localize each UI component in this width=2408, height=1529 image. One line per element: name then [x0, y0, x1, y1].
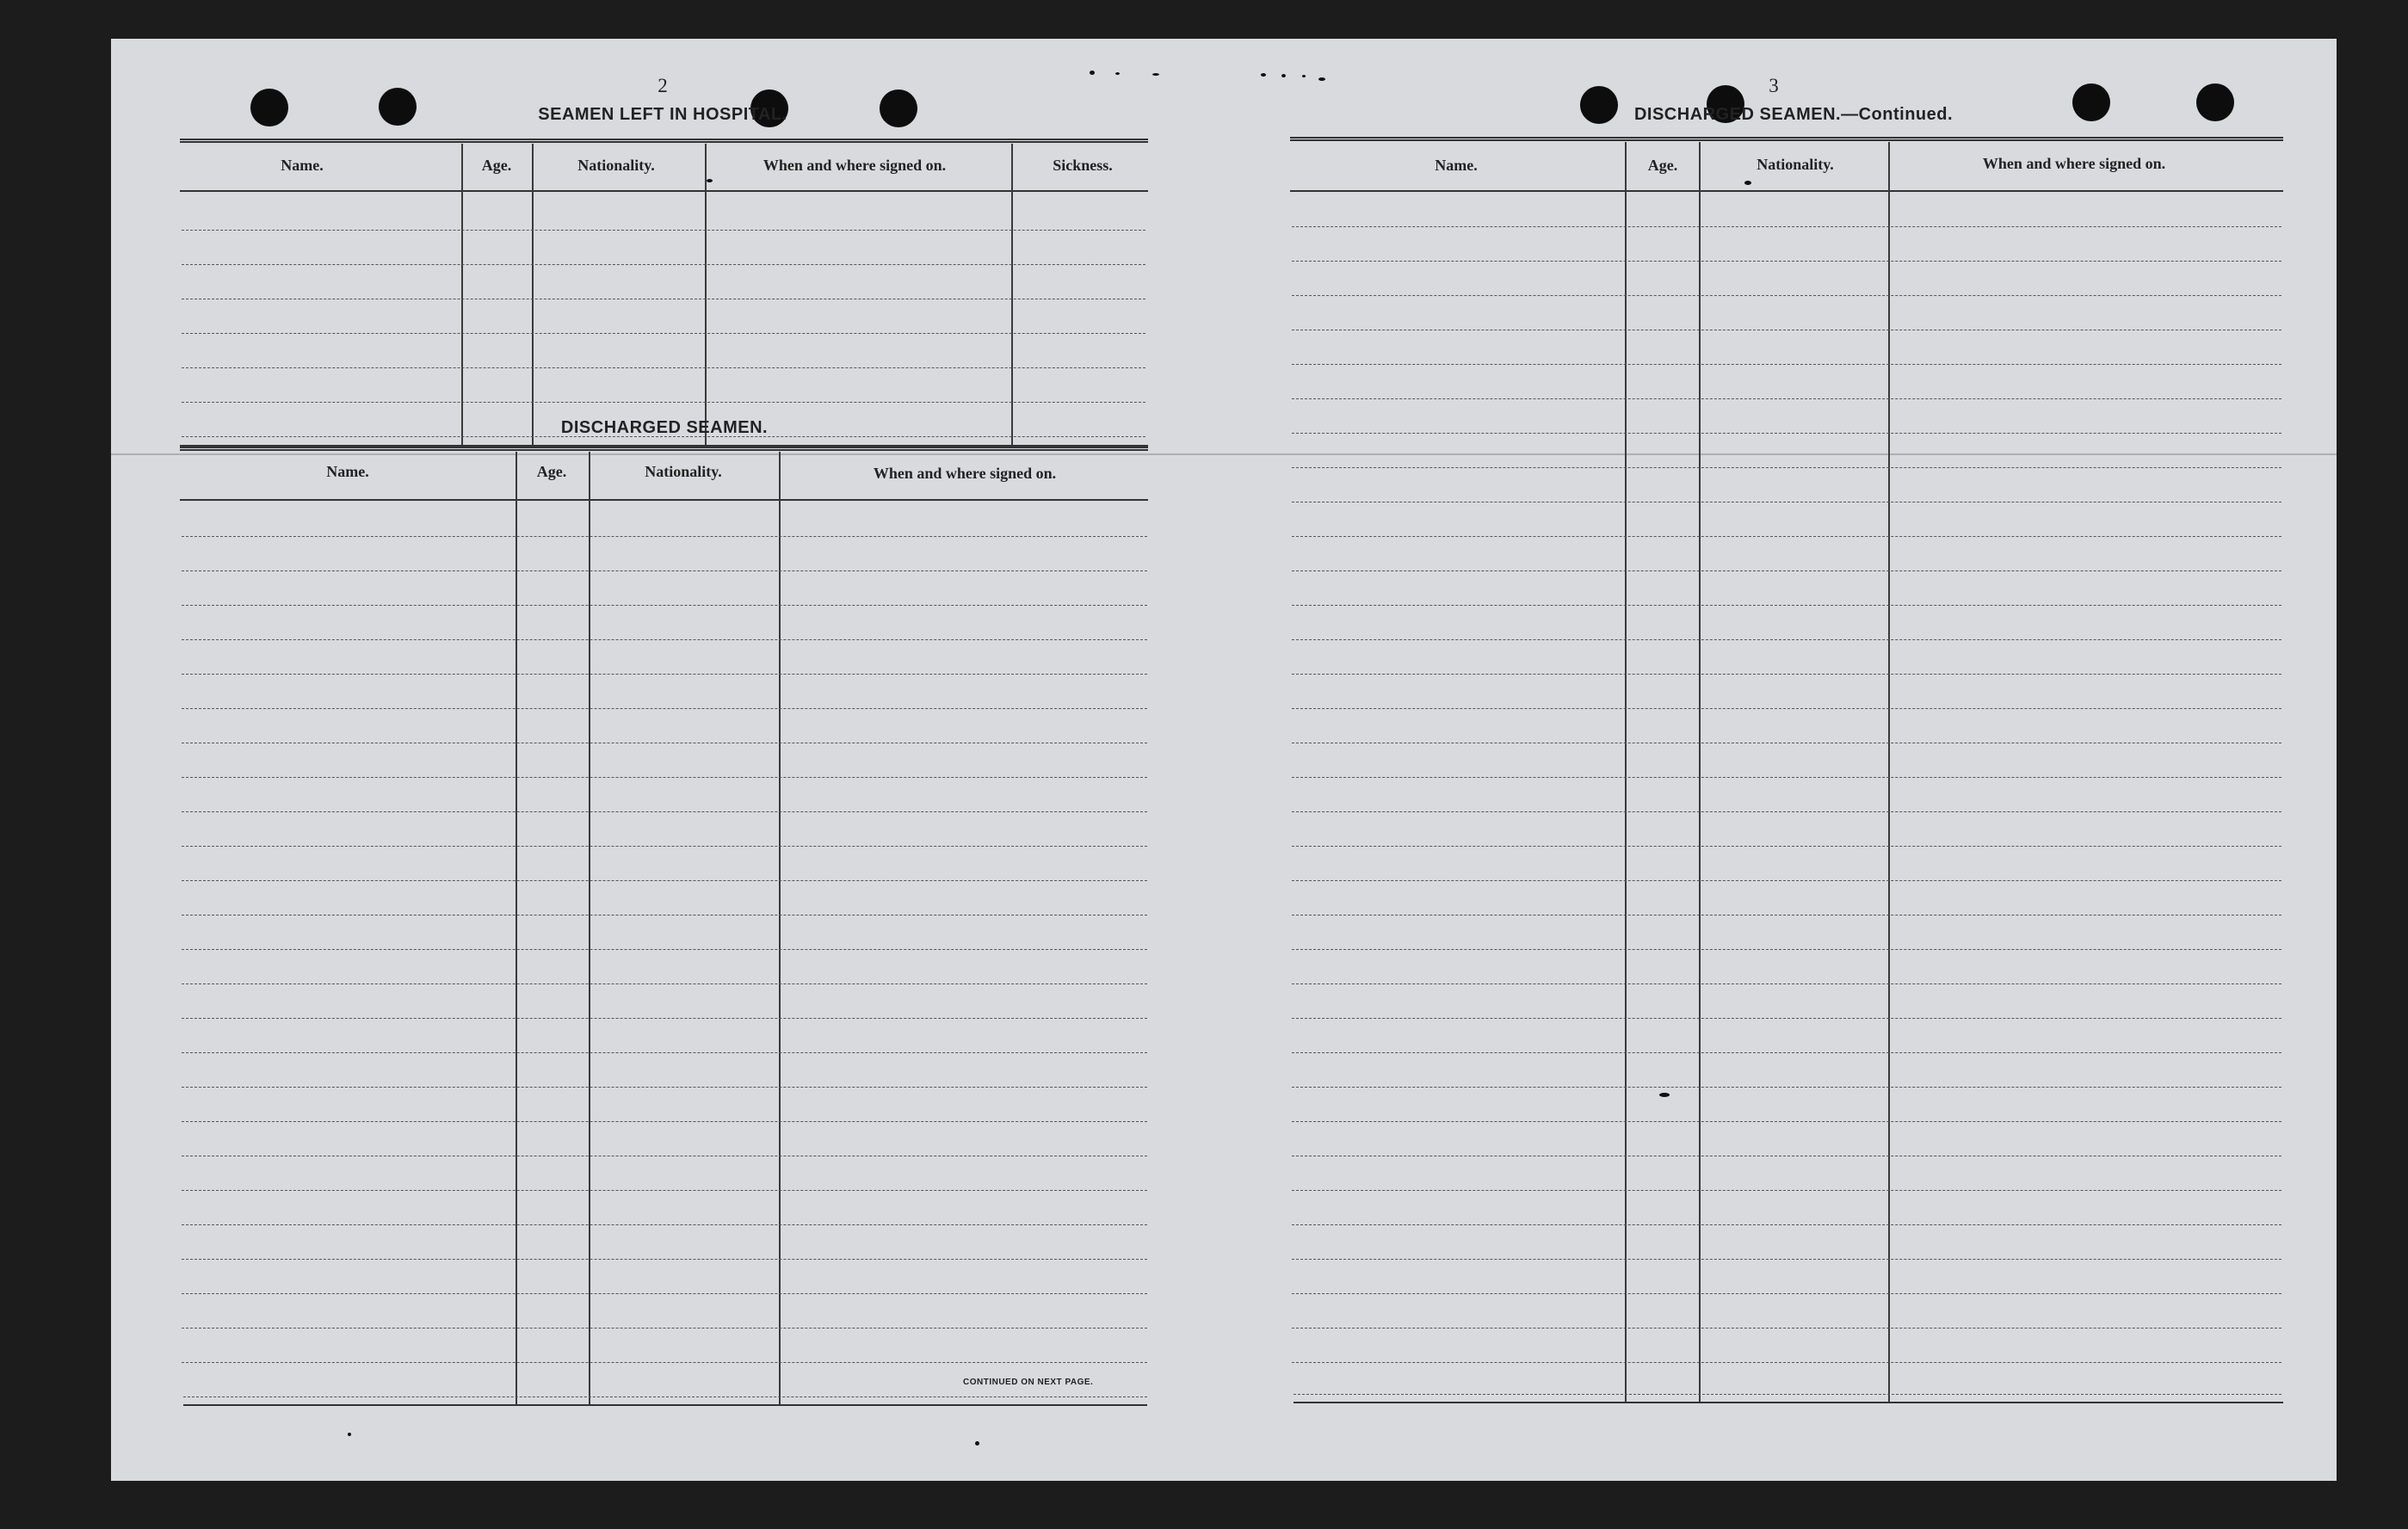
continued-col-name: Name.	[1435, 157, 1478, 174]
continued-row-line	[1292, 1259, 2281, 1260]
continued-col-age: Age.	[1647, 157, 1678, 174]
discharged-row-line	[183, 1396, 1147, 1397]
ink-speck	[1659, 1093, 1670, 1097]
continued-row-line	[1292, 708, 2281, 709]
ink-speck	[1152, 73, 1159, 76]
hospital-col-when-where: When and where signed on.	[763, 157, 947, 174]
continued-row-line	[1292, 846, 2281, 847]
discharged-col-name: Name.	[326, 463, 369, 480]
continued-row-line	[1294, 1394, 2281, 1395]
discharged-row-line	[182, 1190, 1147, 1191]
discharged-header-rule	[180, 499, 1148, 501]
continued-row-line	[1292, 1224, 2281, 1225]
hospital-col-divider	[461, 144, 463, 445]
discharged-row-line	[182, 570, 1147, 571]
continued-row-line	[1292, 1018, 2281, 1019]
continued-row-line	[1292, 433, 2281, 434]
hospital-col-divider	[1011, 144, 1013, 445]
hospital-col-divider	[705, 144, 707, 445]
ink-speck	[707, 179, 713, 182]
hospital-row-line	[182, 367, 1145, 368]
punch-hole	[880, 89, 917, 127]
discharged-row-line	[182, 1362, 1147, 1363]
discharged-col-divider	[779, 452, 781, 1404]
punch-hole	[1580, 86, 1618, 124]
discharged-row-line	[182, 880, 1147, 881]
continued-note: CONTINUED ON NEXT PAGE.	[963, 1378, 1094, 1387]
ink-speck	[1261, 73, 1266, 77]
continued-row-line	[1292, 983, 2281, 984]
discharged-table-top-rule	[180, 447, 1148, 451]
continued-row-line	[1292, 811, 2281, 812]
continued-row-line	[1292, 1052, 2281, 1053]
hospital-table-top-rule	[180, 139, 1148, 143]
fold-crease	[111, 453, 2337, 455]
continued-row-line	[1292, 570, 2281, 571]
form-sheet	[111, 39, 2337, 1481]
hospital-row-line	[182, 264, 1145, 265]
hospital-col-name: Name.	[281, 157, 324, 174]
hospital-col-nationality: Nationality.	[577, 157, 655, 174]
continued-row-line	[1292, 398, 2281, 399]
continued-col-nationality: Nationality.	[1757, 156, 1834, 173]
continued-row-line	[1292, 915, 2281, 916]
discharged-row-line	[182, 777, 1147, 778]
punch-hole	[250, 89, 288, 126]
hospital-col-age: Age.	[481, 157, 512, 174]
continued-row-line	[1292, 364, 2281, 365]
discharged-row-line	[182, 639, 1147, 640]
discharged-row-line	[182, 949, 1147, 950]
continued-row-line	[1292, 467, 2281, 468]
discharged-row-line	[182, 1293, 1147, 1294]
ink-speck	[1318, 77, 1325, 81]
discharged-col-age: Age.	[536, 463, 567, 480]
discharged-col-when-where: When and where signed on.	[873, 465, 1057, 482]
hospital-row-line	[182, 333, 1145, 334]
continued-row-line	[1292, 295, 2281, 296]
discharged-row-line	[182, 915, 1147, 916]
continued-col-when-where: When and where signed on.	[1982, 155, 2166, 172]
discharged-row-line	[182, 1259, 1147, 1260]
continued-row-line	[1292, 949, 2281, 950]
continued-row-line	[1292, 1328, 2281, 1329]
ink-speck	[1090, 71, 1095, 75]
discharged-row-line	[182, 1121, 1147, 1122]
discharged-row-line	[182, 1328, 1147, 1329]
continued-row-line	[1292, 1087, 2281, 1088]
discharged-continued-title: DISCHARGED SEAMEN.—Continued.	[1633, 105, 1954, 124]
continued-row-line	[1292, 605, 2281, 606]
continued-col-divider	[1625, 142, 1627, 1403]
hospital-row-line	[182, 230, 1145, 231]
discharged-row-line	[182, 708, 1147, 709]
continued-row-line	[1292, 1362, 2281, 1363]
continued-col-divider	[1888, 142, 1890, 1403]
discharged-row-line	[182, 1018, 1147, 1019]
discharged-col-divider	[589, 452, 590, 1404]
ink-speck	[348, 1433, 351, 1436]
punch-hole	[379, 88, 417, 126]
hospital-col-sickness: Sickness.	[1053, 157, 1113, 174]
continued-row-line	[1292, 1121, 2281, 1122]
continued-table-bottom-rule	[1294, 1402, 2283, 1403]
punch-hole	[2196, 83, 2234, 121]
discharged-row-line	[182, 1052, 1147, 1053]
discharged-row-line	[182, 1087, 1147, 1088]
discharged-table-bottom-rule	[183, 1404, 1147, 1406]
punch-hole	[2072, 83, 2110, 121]
continued-row-line	[1292, 226, 2281, 227]
continued-col-divider	[1699, 142, 1701, 1403]
continued-table-top-rule	[1290, 137, 2283, 141]
discharged-row-line	[182, 605, 1147, 606]
hospital-section-title: SEAMEN LEFT IN HOSPITAL.	[538, 105, 787, 124]
ink-speck	[1115, 72, 1120, 75]
ink-speck	[1744, 181, 1751, 185]
continued-row-line	[1292, 261, 2281, 262]
discharged-col-divider	[516, 452, 517, 1404]
discharged-row-line	[182, 674, 1147, 675]
continued-row-line	[1292, 1190, 2281, 1191]
continued-header-rule	[1290, 190, 2283, 192]
discharged-row-line	[182, 811, 1147, 812]
hospital-col-divider	[532, 144, 534, 445]
continued-row-line	[1292, 639, 2281, 640]
continued-row-line	[1292, 674, 2281, 675]
discharged-col-nationality: Nationality.	[645, 463, 722, 480]
hospital-header-rule	[180, 190, 1148, 192]
continued-row-line	[1292, 536, 2281, 537]
discharged-row-line	[182, 1224, 1147, 1225]
hospital-row-line	[182, 402, 1145, 403]
continued-row-line	[1292, 880, 2281, 881]
continued-row-line	[1292, 777, 2281, 778]
ink-speck	[1281, 74, 1286, 77]
page-number-left: 2	[658, 75, 668, 96]
discharged-row-line	[182, 846, 1147, 847]
discharged-row-line	[182, 536, 1147, 537]
discharged-row-line	[182, 983, 1147, 984]
ink-speck	[975, 1441, 979, 1446]
ink-speck	[1302, 75, 1306, 77]
discharged-section-title: DISCHARGED SEAMEN.	[560, 418, 769, 437]
continued-row-line	[1292, 1293, 2281, 1294]
page-number-right: 3	[1769, 75, 1779, 96]
